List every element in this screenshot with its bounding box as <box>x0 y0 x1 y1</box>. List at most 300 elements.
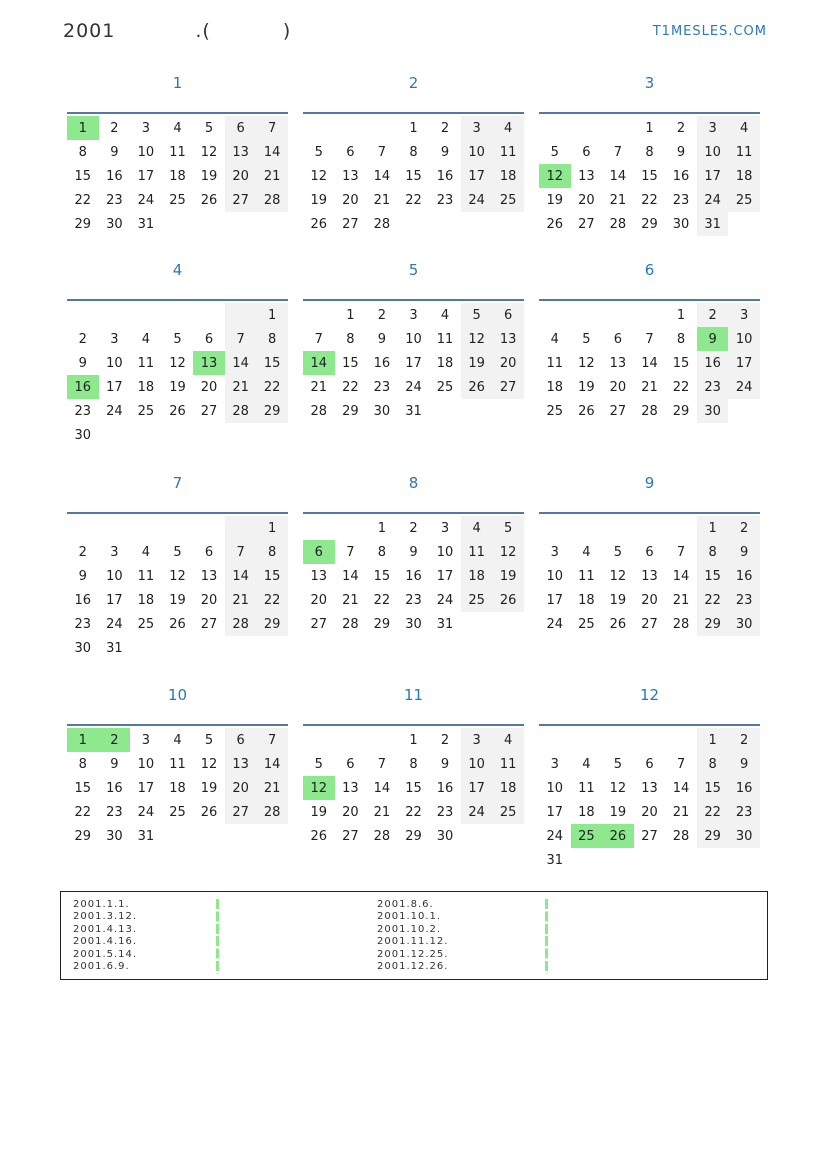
day-cell[interactable]: 24 <box>546 616 564 632</box>
day-cell[interactable]: 11 <box>169 756 186 772</box>
day-cell[interactable]: 28 <box>310 403 328 419</box>
day-cell[interactable]: 15 <box>256 351 288 375</box>
day-cell[interactable]: 17 <box>405 355 422 371</box>
day-cell[interactable]: 18 <box>169 168 186 184</box>
day-cell[interactable]: 17 <box>106 592 123 608</box>
day-cell[interactable]: 14 <box>672 780 690 796</box>
day-cell[interactable]: 10 <box>405 331 422 347</box>
day-cell[interactable]: 23 <box>74 616 92 632</box>
day-cell[interactable]: 1 <box>67 116 99 140</box>
day-cell[interactable]: 7 <box>377 144 387 160</box>
day-cell[interactable]: 15 <box>74 780 92 796</box>
day-cell[interactable]: 4 <box>728 116 760 140</box>
day-cell[interactable]: 9 <box>110 756 119 772</box>
day-cell[interactable]: 16 <box>697 351 729 375</box>
day-cell[interactable]: 29 <box>373 616 391 632</box>
day-cell[interactable]: 10 <box>461 140 493 164</box>
day-cell[interactable]: 7 <box>613 144 623 160</box>
day-cell[interactable]: 25 <box>578 616 595 632</box>
day-cell[interactable]: 20 <box>225 164 257 188</box>
day-cell[interactable]: 22 <box>74 804 92 820</box>
day-cell[interactable]: 12 <box>492 540 524 564</box>
day-cell[interactable]: 22 <box>256 588 288 612</box>
day-cell[interactable]: 24 <box>106 616 123 632</box>
day-cell[interactable]: 25 <box>137 616 155 632</box>
day-cell[interactable]: 7 <box>225 327 257 351</box>
day-cell[interactable]: 5 <box>204 120 214 136</box>
day-cell[interactable]: 5 <box>173 331 182 347</box>
day-cell[interactable]: 27 <box>225 800 257 824</box>
day-cell[interactable]: 6 <box>492 303 524 327</box>
day-cell[interactable]: 17 <box>546 592 564 608</box>
day-cell[interactable]: 30 <box>728 612 760 636</box>
day-cell[interactable]: 25 <box>492 800 524 824</box>
day-cell[interactable]: 27 <box>225 188 257 212</box>
day-cell[interactable]: 14 <box>256 140 288 164</box>
day-cell[interactable]: 20 <box>200 592 218 608</box>
day-cell[interactable]: 26 <box>200 192 218 208</box>
day-cell[interactable]: 17 <box>461 164 493 188</box>
day-cell[interactable]: 23 <box>106 192 123 208</box>
day-cell[interactable]: 9 <box>440 756 450 772</box>
day-cell[interactable]: 15 <box>256 564 288 588</box>
day-cell[interactable]: 22 <box>373 592 391 608</box>
day-cell[interactable]: 11 <box>578 568 595 584</box>
day-cell[interactable]: 19 <box>546 192 564 208</box>
day-cell[interactable]: 18 <box>137 379 155 395</box>
day-cell[interactable]: 9 <box>676 144 686 160</box>
day-cell[interactable]: 12 <box>200 144 218 160</box>
day-cell[interactable]: 30 <box>106 828 123 844</box>
day-cell[interactable]: 12 <box>578 355 595 371</box>
day-cell[interactable]: 2 <box>440 732 450 748</box>
day-cell[interactable]: 8 <box>256 327 288 351</box>
day-cell[interactable]: 31 <box>546 852 564 868</box>
day-cell[interactable]: 8 <box>256 540 288 564</box>
day-cell[interactable]: 29 <box>641 216 658 232</box>
day-cell[interactable]: 2 <box>99 728 131 752</box>
day-cell[interactable]: 7 <box>346 544 355 560</box>
day-cell[interactable]: 17 <box>106 379 123 395</box>
day-cell[interactable]: 28 <box>225 612 257 636</box>
day-cell[interactable]: 10 <box>697 140 729 164</box>
day-cell[interactable]: 12 <box>169 355 186 371</box>
day-cell[interactable]: 9 <box>78 568 87 584</box>
day-cell[interactable]: 1 <box>645 120 654 136</box>
day-cell[interactable]: 16 <box>728 776 760 800</box>
day-cell[interactable]: 26 <box>200 804 218 820</box>
day-cell[interactable]: 20 <box>200 379 218 395</box>
day-cell[interactable]: 24 <box>137 192 155 208</box>
day-cell[interactable]: 8 <box>697 752 729 776</box>
day-cell[interactable]: 29 <box>256 612 288 636</box>
day-cell[interactable]: 6 <box>645 544 654 560</box>
day-cell[interactable]: 30 <box>106 216 123 232</box>
day-cell[interactable]: 18 <box>461 564 493 588</box>
day-cell[interactable]: 20 <box>310 592 328 608</box>
day-cell[interactable]: 21 <box>641 379 658 395</box>
day-cell[interactable]: 9 <box>409 544 418 560</box>
day-cell[interactable]: 24 <box>405 379 422 395</box>
day-cell[interactable]: 11 <box>546 355 564 371</box>
day-cell[interactable]: 11 <box>169 144 186 160</box>
day-cell[interactable]: 4 <box>492 116 524 140</box>
day-cell[interactable]: 23 <box>373 379 391 395</box>
day-cell[interactable]: 19 <box>609 592 627 608</box>
day-cell[interactable]: 8 <box>377 544 387 560</box>
day-cell[interactable]: 1 <box>256 303 288 327</box>
day-cell[interactable]: 11 <box>492 140 524 164</box>
day-cell[interactable]: 9 <box>377 331 387 347</box>
day-cell[interactable]: 31 <box>137 828 155 844</box>
day-cell[interactable]: 23 <box>74 403 92 419</box>
day-cell[interactable]: 27 <box>641 616 658 632</box>
day-cell[interactable]: 15 <box>74 168 92 184</box>
day-cell[interactable]: 18 <box>728 164 760 188</box>
day-cell[interactable]: 1 <box>676 307 686 323</box>
day-cell[interactable]: 29 <box>74 828 92 844</box>
day-cell[interactable]: 29 <box>342 403 359 419</box>
day-cell[interactable]: 20 <box>641 592 658 608</box>
day-cell[interactable]: 13 <box>342 168 359 184</box>
day-cell[interactable]: 3 <box>461 728 493 752</box>
day-cell[interactable]: 21 <box>310 379 328 395</box>
day-cell[interactable]: 8 <box>409 756 418 772</box>
brand-logo[interactable]: T1MESLES.COM <box>652 24 767 39</box>
day-cell[interactable]: 26 <box>169 403 186 419</box>
day-cell[interactable]: 18 <box>492 776 524 800</box>
day-cell[interactable]: 27 <box>342 216 359 232</box>
day-cell[interactable]: 25 <box>169 192 186 208</box>
day-cell[interactable]: 28 <box>609 216 627 232</box>
day-cell[interactable]: 20 <box>641 804 658 820</box>
day-cell[interactable]: 17 <box>697 164 729 188</box>
day-cell[interactable]: 21 <box>256 776 288 800</box>
day-cell[interactable]: 7 <box>676 756 686 772</box>
day-cell[interactable]: 15 <box>672 355 690 371</box>
day-cell[interactable]: 14 <box>672 568 690 584</box>
day-cell[interactable]: 31 <box>106 640 123 656</box>
day-cell[interactable]: 1 <box>256 516 288 540</box>
day-cell[interactable]: 18 <box>492 164 524 188</box>
day-cell[interactable]: 13 <box>578 168 595 184</box>
day-cell[interactable]: 24 <box>137 804 155 820</box>
day-cell[interactable]: 29 <box>405 828 422 844</box>
day-cell[interactable]: 20 <box>342 192 359 208</box>
day-cell[interactable]: 27 <box>200 616 218 632</box>
day-cell[interactable]: 7 <box>256 728 288 752</box>
day-cell[interactable]: 6 <box>303 540 335 564</box>
day-cell[interactable]: 22 <box>405 804 422 820</box>
day-cell[interactable]: 13 <box>342 780 359 796</box>
day-cell[interactable]: 25 <box>492 188 524 212</box>
day-cell[interactable]: 1 <box>67 728 99 752</box>
day-cell[interactable]: 14 <box>373 780 391 796</box>
day-cell[interactable]: 20 <box>342 804 359 820</box>
day-cell[interactable]: 2 <box>409 520 418 536</box>
day-cell[interactable]: 14 <box>342 568 359 584</box>
day-cell[interactable]: 21 <box>225 375 257 399</box>
day-cell[interactable]: 22 <box>641 192 658 208</box>
day-cell[interactable]: 10 <box>546 568 564 584</box>
day-cell[interactable]: 23 <box>728 800 760 824</box>
day-cell[interactable]: 2 <box>110 120 119 136</box>
day-cell[interactable]: 4 <box>582 756 591 772</box>
day-cell[interactable]: 29 <box>697 612 729 636</box>
day-cell[interactable]: 17 <box>546 804 564 820</box>
day-cell[interactable]: 19 <box>492 564 524 588</box>
day-cell[interactable]: 14 <box>373 168 391 184</box>
day-cell[interactable]: 1 <box>346 307 355 323</box>
day-cell[interactable]: 21 <box>609 192 627 208</box>
day-cell[interactable]: 14 <box>303 351 335 375</box>
day-cell[interactable]: 8 <box>645 144 654 160</box>
day-cell[interactable]: 19 <box>310 192 328 208</box>
day-cell[interactable]: 17 <box>461 776 493 800</box>
day-cell[interactable]: 15 <box>342 355 359 371</box>
day-cell[interactable]: 12 <box>609 780 627 796</box>
day-cell[interactable]: 11 <box>492 752 524 776</box>
day-cell[interactable]: 10 <box>137 144 155 160</box>
day-cell[interactable]: 16 <box>67 375 99 399</box>
day-cell[interactable]: 5 <box>492 516 524 540</box>
day-cell[interactable]: 6 <box>225 728 257 752</box>
day-cell[interactable]: 10 <box>546 780 564 796</box>
day-cell[interactable]: 1 <box>697 728 729 752</box>
day-cell[interactable]: 16 <box>436 168 454 184</box>
day-cell[interactable]: 7 <box>314 331 323 347</box>
day-cell[interactable]: 26 <box>310 216 328 232</box>
day-cell[interactable]: 23 <box>405 592 422 608</box>
day-cell[interactable]: 5 <box>461 303 493 327</box>
day-cell[interactable]: 4 <box>550 331 559 347</box>
day-cell[interactable]: 30 <box>436 828 454 844</box>
day-cell[interactable]: 10 <box>137 756 155 772</box>
day-cell[interactable]: 10 <box>461 752 493 776</box>
day-cell[interactable]: 16 <box>728 564 760 588</box>
day-cell[interactable]: 26 <box>461 375 493 399</box>
day-cell[interactable]: 7 <box>256 116 288 140</box>
day-cell[interactable]: 13 <box>200 568 218 584</box>
day-cell[interactable]: 28 <box>672 616 690 632</box>
day-cell[interactable]: 25 <box>169 804 186 820</box>
day-cell[interactable]: 31 <box>697 212 729 236</box>
day-cell[interactable]: 18 <box>137 592 155 608</box>
day-cell[interactable]: 3 <box>550 756 559 772</box>
day-cell[interactable]: 16 <box>106 168 123 184</box>
day-cell[interactable]: 1 <box>409 120 418 136</box>
day-cell[interactable]: 28 <box>256 188 288 212</box>
day-cell[interactable]: 9 <box>697 327 729 351</box>
day-cell[interactable]: 29 <box>74 216 92 232</box>
day-cell[interactable]: 31 <box>436 616 454 632</box>
day-cell[interactable]: 15 <box>405 780 422 796</box>
day-cell[interactable]: 23 <box>672 192 690 208</box>
day-cell[interactable]: 13 <box>492 327 524 351</box>
day-cell[interactable]: 25 <box>137 403 155 419</box>
day-cell[interactable]: 16 <box>373 355 391 371</box>
day-cell[interactable]: 4 <box>492 728 524 752</box>
day-cell[interactable]: 5 <box>613 544 623 560</box>
day-cell[interactable]: 27 <box>492 375 524 399</box>
day-cell[interactable]: 3 <box>110 331 119 347</box>
day-cell[interactable]: 19 <box>169 379 186 395</box>
day-cell[interactable]: 25 <box>546 403 564 419</box>
day-cell[interactable]: 27 <box>200 403 218 419</box>
day-cell[interactable]: 28 <box>373 216 391 232</box>
day-cell[interactable]: 28 <box>256 800 288 824</box>
day-cell[interactable]: 5 <box>314 144 323 160</box>
day-cell[interactable]: 17 <box>137 168 155 184</box>
day-cell[interactable]: 3 <box>550 544 559 560</box>
day-cell[interactable]: 24 <box>436 592 454 608</box>
day-cell[interactable]: 12 <box>461 327 493 351</box>
day-cell[interactable]: 19 <box>310 804 328 820</box>
day-cell[interactable]: 21 <box>373 804 391 820</box>
day-cell[interactable]: 21 <box>256 164 288 188</box>
day-cell[interactable]: 20 <box>578 192 595 208</box>
day-cell[interactable]: 26 <box>609 616 627 632</box>
day-cell[interactable]: 8 <box>676 331 686 347</box>
day-cell[interactable]: 1 <box>409 732 418 748</box>
day-cell[interactable]: 26 <box>492 588 524 612</box>
day-cell[interactable]: 13 <box>641 568 658 584</box>
day-cell[interactable]: 22 <box>74 192 92 208</box>
day-cell[interactable]: 26 <box>546 216 564 232</box>
day-cell[interactable]: 23 <box>436 192 454 208</box>
day-cell[interactable]: 6 <box>645 756 654 772</box>
day-cell[interactable]: 10 <box>728 327 760 351</box>
day-cell[interactable]: 8 <box>346 331 355 347</box>
day-cell[interactable]: 2 <box>440 120 450 136</box>
day-cell[interactable]: 23 <box>697 375 729 399</box>
day-cell[interactable]: 20 <box>225 776 257 800</box>
day-cell[interactable]: 27 <box>578 216 595 232</box>
day-cell[interactable]: 26 <box>602 824 634 848</box>
day-cell[interactable]: 4 <box>461 516 493 540</box>
day-cell[interactable]: 12 <box>169 568 186 584</box>
day-cell[interactable]: 25 <box>571 824 603 848</box>
day-cell[interactable]: 19 <box>200 780 218 796</box>
day-cell[interactable]: 30 <box>74 640 92 656</box>
day-cell[interactable]: 16 <box>672 168 690 184</box>
day-cell[interactable]: 30 <box>697 399 729 423</box>
day-cell[interactable]: 24 <box>697 188 729 212</box>
day-cell[interactable]: 10 <box>106 568 123 584</box>
day-cell[interactable]: 11 <box>578 780 595 796</box>
day-cell[interactable]: 6 <box>225 116 257 140</box>
day-cell[interactable]: 30 <box>405 616 422 632</box>
day-cell[interactable]: 25 <box>728 188 760 212</box>
day-cell[interactable]: 8 <box>697 540 729 564</box>
day-cell[interactable]: 2 <box>728 516 760 540</box>
day-cell[interactable]: 23 <box>436 804 454 820</box>
day-cell[interactable]: 9 <box>728 540 760 564</box>
day-cell[interactable]: 8 <box>78 756 87 772</box>
day-cell[interactable]: 21 <box>672 592 690 608</box>
day-cell[interactable]: 13 <box>641 780 658 796</box>
day-cell[interactable]: 13 <box>225 140 257 164</box>
day-cell[interactable]: 26 <box>310 828 328 844</box>
day-cell[interactable]: 5 <box>613 756 623 772</box>
day-cell[interactable]: 14 <box>641 355 658 371</box>
day-cell[interactable]: 21 <box>672 804 690 820</box>
day-cell[interactable]: 20 <box>492 351 524 375</box>
day-cell[interactable]: 2 <box>78 331 87 347</box>
day-cell[interactable]: 15 <box>641 168 658 184</box>
day-cell[interactable]: 3 <box>409 307 418 323</box>
day-cell[interactable]: 16 <box>106 780 123 796</box>
day-cell[interactable]: 6 <box>346 756 355 772</box>
day-cell[interactable]: 13 <box>225 752 257 776</box>
day-cell[interactable]: 22 <box>672 379 690 395</box>
day-cell[interactable]: 4 <box>582 544 591 560</box>
day-cell[interactable]: 3 <box>728 303 760 327</box>
day-cell[interactable]: 29 <box>697 824 729 848</box>
day-cell[interactable]: 26 <box>578 403 595 419</box>
day-cell[interactable]: 16 <box>436 780 454 796</box>
day-cell[interactable]: 7 <box>645 331 654 347</box>
day-cell[interactable]: 18 <box>578 592 595 608</box>
day-cell[interactable]: 21 <box>342 592 359 608</box>
day-cell[interactable]: 30 <box>672 216 690 232</box>
day-cell[interactable]: 28 <box>225 399 257 423</box>
day-cell[interactable]: 5 <box>173 544 182 560</box>
day-cell[interactable]: 27 <box>342 828 359 844</box>
day-cell[interactable]: 3 <box>141 732 151 748</box>
day-cell[interactable]: 6 <box>582 144 591 160</box>
day-cell[interactable]: 27 <box>609 403 627 419</box>
day-cell[interactable]: 29 <box>256 399 288 423</box>
day-cell[interactable]: 3 <box>110 544 119 560</box>
day-cell[interactable]: 3 <box>440 520 450 536</box>
day-cell[interactable]: 4 <box>141 331 151 347</box>
day-cell[interactable]: 23 <box>106 804 123 820</box>
day-cell[interactable]: 13 <box>310 568 328 584</box>
day-cell[interactable]: 26 <box>169 616 186 632</box>
day-cell[interactable]: 9 <box>78 355 87 371</box>
day-cell[interactable]: 11 <box>461 540 493 564</box>
day-cell[interactable]: 28 <box>641 403 658 419</box>
day-cell[interactable]: 11 <box>137 355 155 371</box>
day-cell[interactable]: 24 <box>461 800 493 824</box>
day-cell[interactable]: 6 <box>346 144 355 160</box>
day-cell[interactable]: 11 <box>436 331 454 347</box>
day-cell[interactable]: 18 <box>546 379 564 395</box>
day-cell[interactable]: 20 <box>609 379 627 395</box>
day-cell[interactable]: 14 <box>609 168 627 184</box>
day-cell[interactable]: 8 <box>409 144 418 160</box>
day-cell[interactable]: 28 <box>342 616 359 632</box>
day-cell[interactable]: 3 <box>461 116 493 140</box>
day-cell[interactable]: 30 <box>74 427 92 443</box>
day-cell[interactable]: 31 <box>137 216 155 232</box>
day-cell[interactable]: 9 <box>110 144 119 160</box>
day-cell[interactable]: 25 <box>461 588 493 612</box>
day-cell[interactable]: 16 <box>405 568 422 584</box>
day-cell[interactable]: 24 <box>461 188 493 212</box>
day-cell[interactable]: 22 <box>697 588 729 612</box>
day-cell[interactable]: 1 <box>697 516 729 540</box>
day-cell[interactable]: 30 <box>373 403 391 419</box>
day-cell[interactable]: 9 <box>440 144 450 160</box>
day-cell[interactable]: 5 <box>204 732 214 748</box>
day-cell[interactable]: 18 <box>578 804 595 820</box>
day-cell[interactable]: 19 <box>578 379 595 395</box>
day-cell[interactable]: 6 <box>613 331 623 347</box>
day-cell[interactable]: 4 <box>141 544 151 560</box>
day-cell[interactable]: 2 <box>676 120 686 136</box>
